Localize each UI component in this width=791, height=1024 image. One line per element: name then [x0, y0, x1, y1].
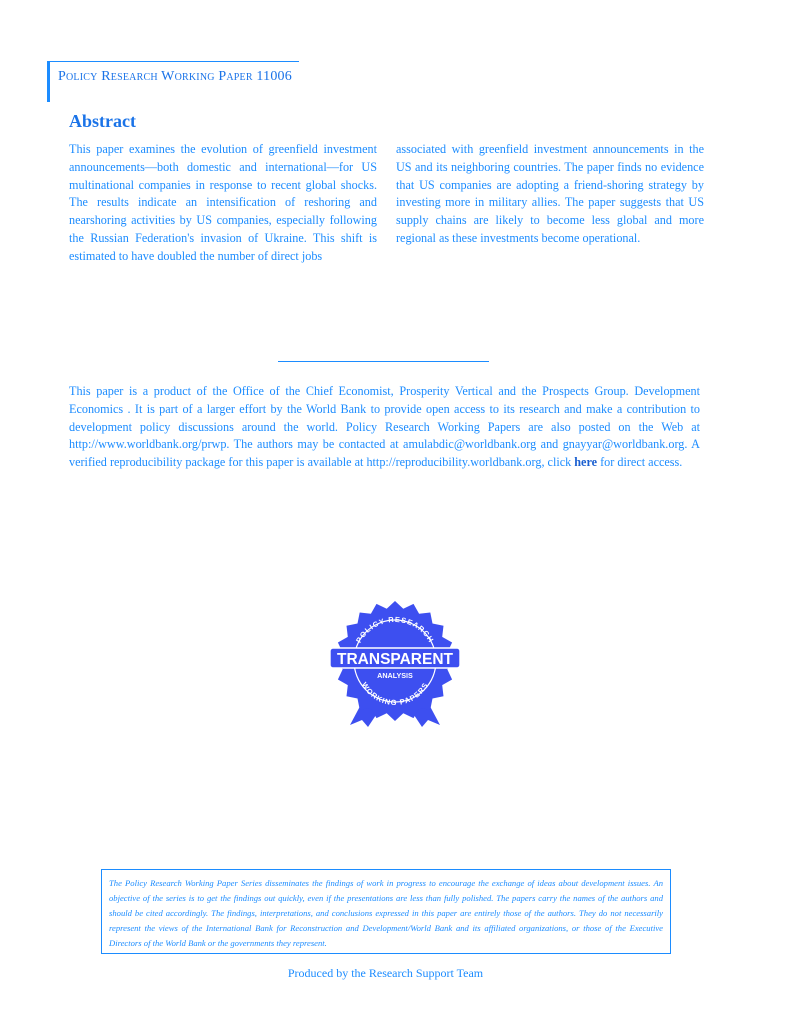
reproducibility-link[interactable]: here: [574, 455, 598, 470]
badge-sub-text: ANALYSIS: [377, 671, 413, 680]
abstract-column-right: associated with greenfield investment announcements in the US and its neighboring countries. The paper finds no evidence that US companies are adopting a friend-shoring strategy by investing more in military allies. The paper suggests that US supply chains are likely to become less global and more regional as these investments become operational.: [396, 142, 704, 245]
abstract-heading: Abstract: [69, 111, 136, 131]
badge-top-arc: POLICY RESEARCH: [354, 614, 436, 645]
badge-bottom-arc: WORKING PAPERS: [359, 680, 431, 708]
disclaimer-text: The Policy Research Working Paper Series disseminates the findings of work in progress to encourage the exchange of ideas about development issues. An objective of the series is to get the findings out quickly, even if the presentations are less than fully polished. The papers carry the names of the authors and should be cited accordingly. The findings, interpretations, and conclusions expressed in this paper are entirely those of the authors. They do not necessarily represent the views of the International Bank for Reconstruction and Development/World Bank and its affiliated organizations, or those of the Executive Directors of the World Bank or the governments they represent.: [109, 878, 663, 948]
product-note: [69, 383, 700, 472]
series-header: [47, 61, 299, 102]
badge-main-text: TRANSPARENT: [337, 651, 453, 668]
product-note-text: This paper is a product of the Office of the Chief Economist, Prosperity Vertical and the Prospects Group. Development Economics . It is part of a larger effort by the World Bank to provide open access to its research and make a contribution to development policy discussions around the world. Policy Research Working Papers are also posted on the Web at http://www.worldbank.org/prwp. The authors may be contacted at amulabdic@worldbank.org and gnayyar@worldbank.org. A verified reproducibility package for this paper is available at http://reproducibility.worldbank.org, click: [69, 384, 700, 470]
product-note-tail: for direct access.: [597, 455, 683, 470]
produced-by: Produced by the Research Support Team: [287, 966, 484, 980]
section-divider: [278, 361, 489, 362]
series-title: Policy Research Working Paper 11006: [58, 69, 292, 84]
abstract-column-left: This paper examines the evolution of greenfield investment announcements—both domestic and international—for US multinational companies in response to recent global shocks. The results indicate an intensification of reshoring and nearshoring activities by US companies, especially following the Russian Federation's invasion of Ukraine. This shift is estimated to have doubled the number of direct jobs: [69, 142, 377, 263]
transparent-analysis-badge: [328, 599, 462, 727]
disclaimer-box: [101, 869, 671, 954]
